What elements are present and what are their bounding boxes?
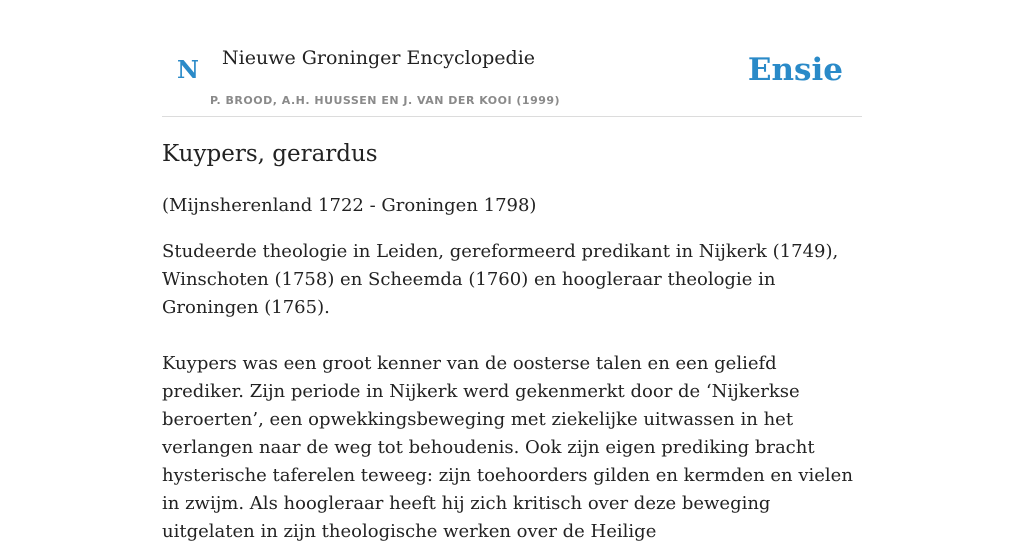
encyclopedia-authors: P. BROOD, A.H. HUUSSEN EN J. VAN DER KOOI (1999) bbox=[210, 94, 561, 107]
entry-paragraph: Studeerde theologie in Leiden, gereformeerd predikant in Nijkerk (1749), Winschoten (1758) en Scheemda (1760) en hoogleraar theologie in Groningen (1765). bbox=[162, 241, 839, 318]
encyclopedia-logo[interactable]: N bbox=[177, 55, 199, 84]
header bbox=[162, 0, 862, 117]
entry-paragraph: Kuypers was een groot kenner van de oosterse talen en een geliefd prediker. Zijn periode in Nijkerk werd gekenmerkt door de ‘Nijkerkse beroerten’, een opwekkingsbeweging met ziekelijke uitwassen in het verlangen naar de weg tot behoudenis. Ook zijn eigen prediking bracht hysterische taferelen teweeg: zijn toehoorders gilden en kermden en vielen in zwijm. Als hoogleraar heeft hij zich kritisch over deze beweging uitgelaten in zijn theologische werken over de Heilige bbox=[162, 353, 853, 542]
entry-dates: (Mijnsherenland 1722 - Groningen 1798) bbox=[162, 195, 537, 216]
encyclopedia-title[interactable]: Nieuwe Groninger Encyclopedie bbox=[222, 47, 536, 69]
entry-title: Kuypers, gerardus bbox=[162, 141, 378, 167]
ensie-logo[interactable]: Ensie bbox=[747, 52, 843, 88]
entry-content bbox=[162, 138, 862, 546]
